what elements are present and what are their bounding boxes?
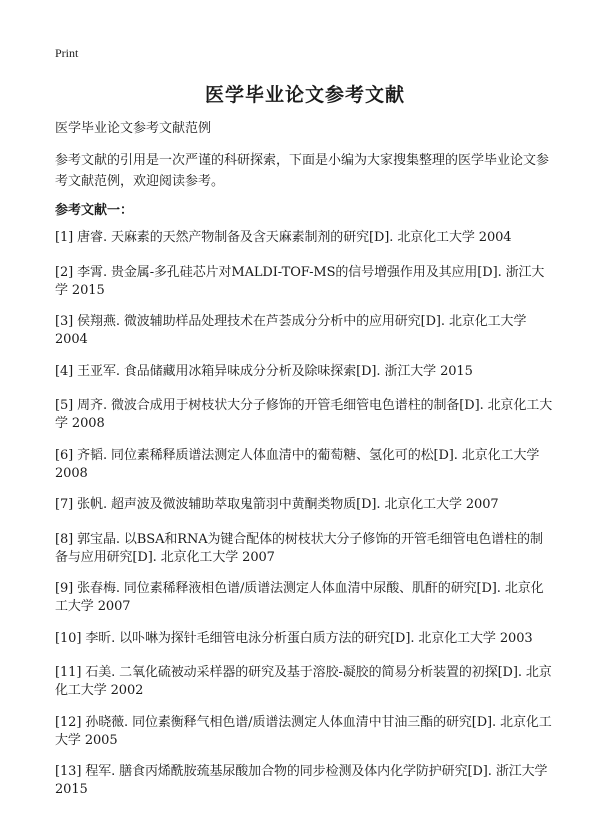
reference-item: [9] 张春梅. 同位素稀释液相色谱/质谱法测定人体血清中尿酸、肌酐的研究[D]. 北京化工大学 2007: [55, 581, 544, 614]
reference-item: [11] 石美. 二氧化硫被动采样器的研究及基于溶胶-凝胶的简易分析装置的初探[D]. 北京化工大学 2002: [55, 665, 552, 698]
reference-item: [2] 李霄. 贵金属-多孔硅芯片对MALDI-TOF-MS的信号增强作用及其应用[D]. 浙江大学 2015: [55, 264, 545, 298]
reference-item: [1] 唐睿. 天麻素的天然产物制备及含天麻素制剂的研究[D]. 北京化工大学 2004: [55, 230, 512, 245]
reference-item: [8] 郭宝晶. 以BSA和RNA为键合配体的树枝状大分子修饰的开管毛细管电色谱柱的制备与应用研究[D]. 北京化工大学 2007: [55, 531, 543, 565]
reference-item: [3] 侯翔燕. 微波辅助样品处理技术在芦荟成分分析中的应用研究[D]. 北京化工大学 2004: [55, 314, 527, 347]
print-link[interactable]: Print: [55, 46, 79, 60]
reference-item: [7] 张帆. 超声波及微波辅助萃取鬼箭羽中黄酮类物质[D]. 北京化工大学 2007: [55, 497, 499, 512]
page-title: 医学毕业论文参考文献: [204, 84, 405, 106]
reference-item: [10] 李昕. 以卟啉为探针毛细管电泳分析蛋白质方法的研究[D]. 北京化工大学 2003: [55, 630, 533, 646]
reference-item: [5] 周齐. 微波合成用于树枝状大分子修饰的开管毛细管电色谱柱的制备[D]. 北京化工大学 2008: [55, 398, 553, 431]
reference-item: [4] 王亚军. 食品储藏用冰箱异味成分分析及除味探索[D]. 浙江大学 2015: [55, 363, 473, 379]
reference-item: [6] 齐韬. 同位素稀释质谱法测定人体血清中的葡萄糖、氢化可的松[D]. 北京化工大学 2008: [55, 447, 540, 481]
section-heading: 参考文献一：: [55, 203, 134, 218]
subtitle: 医学毕业论文参考文献范例: [55, 121, 212, 136]
reference-item: [13] 程军. 膳食丙烯酰胺巯基尿酸加合物的同步检测及体内化学防护研究[D]. 浙江大学 2015: [55, 764, 548, 797]
intro-paragraph: 参考文献的引用是一次严谨的科研探索，下面是小编为大家搜集整理的医学毕业论文参考文献范例，欢迎阅读参考。: [55, 153, 550, 189]
reference-list: [55, 229, 555, 813]
reference-item: [12] 孙晓薇. 同位素衡释气相色谱/质谱法测定人体血清中甘油三酯的研究[D]. 北京化工大学 2005: [55, 714, 552, 748]
